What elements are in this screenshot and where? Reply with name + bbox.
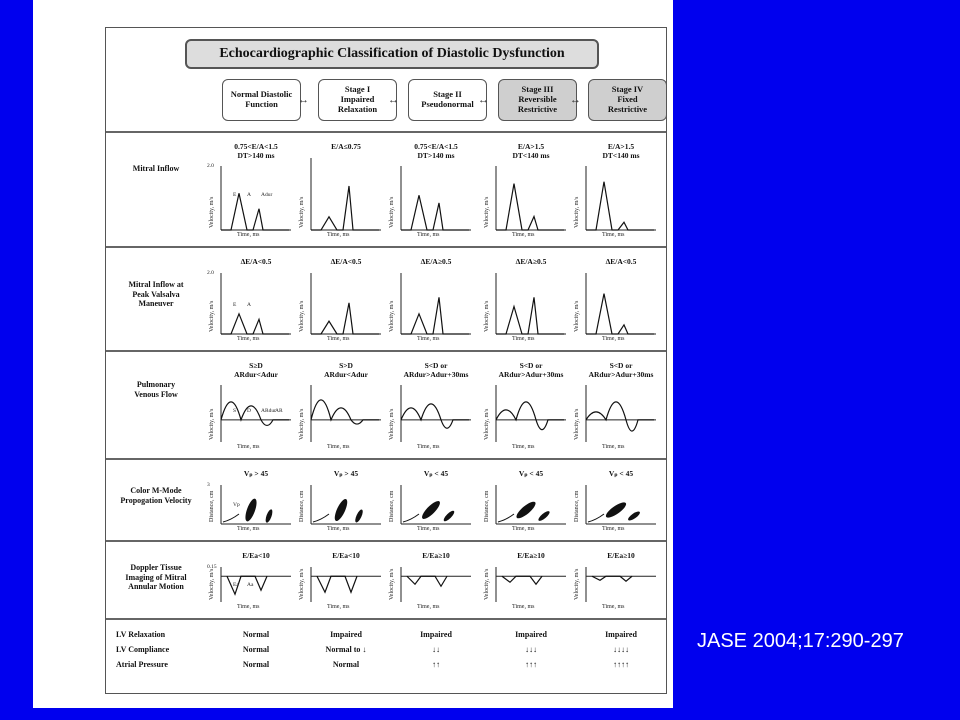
y-tick-label: 0.15	[207, 564, 217, 570]
y-axis-label: Velocity, m/s	[209, 408, 215, 440]
summary-row-label: Atrial Pressure	[116, 660, 168, 669]
divider	[106, 540, 666, 542]
summary-cell: ↑↑↑	[525, 660, 537, 669]
text-line: Peak Valsalva	[132, 289, 180, 299]
summary-cell: ↑↑	[432, 660, 440, 669]
divider	[106, 618, 666, 620]
y-axis-label: Velocity, m/s	[484, 408, 490, 440]
waveform-plot	[307, 156, 383, 238]
panel-title	[576, 142, 666, 160]
text-line: DT<140 ms	[512, 151, 550, 160]
row-label	[106, 563, 206, 592]
panel-title	[211, 142, 301, 160]
summary-cell: ↑↑↑↑	[613, 660, 629, 669]
waveform-plot	[307, 383, 383, 450]
y-axis-label: Distance, cm	[484, 490, 490, 522]
y-tick-label: 2.0	[207, 163, 214, 169]
text-line: ΔE/A<0.5	[240, 257, 272, 266]
text-line: Propogation Velocity	[120, 495, 192, 505]
panel-title	[301, 142, 391, 151]
panel-title	[486, 142, 576, 160]
x-axis-label: Time, ms	[237, 336, 260, 342]
waveform-plot	[307, 271, 383, 342]
panel-title	[576, 257, 666, 266]
text-line: Reversible	[518, 94, 557, 105]
row-label	[106, 280, 206, 309]
text-line: 0.75<E/A<1.5	[234, 142, 278, 151]
text-line: E/Ea<10	[242, 551, 270, 560]
summary-cell: Impaired	[330, 630, 362, 639]
y-axis-label: Velocity, m/s	[484, 196, 490, 228]
waveform-plot	[492, 164, 568, 238]
panel-title	[211, 257, 301, 266]
bidirectional-arrow: ↔	[478, 94, 489, 106]
panel-title	[301, 257, 391, 266]
wave-annotation: Ea	[233, 582, 239, 588]
x-axis-label: Time, ms	[417, 604, 440, 610]
waveform-plot	[582, 164, 658, 238]
panel-title	[391, 469, 481, 478]
panel-title	[486, 551, 576, 560]
waveform-plot	[307, 483, 383, 532]
x-axis-label: Time, ms	[237, 604, 260, 610]
bidirectional-arrow: ↔	[388, 94, 399, 106]
y-axis-label: Velocity, m/s	[484, 300, 490, 332]
text-line: Vₚ > 45	[333, 469, 359, 478]
text-line: E/Ea≥10	[517, 551, 545, 560]
summary-row-label: LV Compliance	[116, 645, 170, 654]
text-line: E/A≤0.75	[331, 142, 361, 151]
text-line: ARdur<Adur	[234, 370, 278, 379]
panel-title	[486, 257, 576, 266]
x-axis-label: Time, ms	[327, 526, 350, 532]
x-axis-label: Time, ms	[237, 444, 260, 450]
y-axis-label: Velocity, m/s	[574, 568, 580, 600]
text-line: Mitral Inflow at	[128, 280, 184, 289]
bidirectional-arrow: ↔	[570, 94, 581, 106]
divider	[106, 131, 666, 133]
text-line: Venous Flow	[134, 389, 178, 399]
y-axis-label: Velocity, m/s	[484, 568, 490, 600]
panel-title	[391, 361, 481, 379]
panel-title	[391, 257, 481, 266]
row-label	[106, 486, 206, 505]
y-axis-label: Velocity, m/s	[574, 408, 580, 440]
text-line: Maneuver	[138, 299, 174, 309]
divider	[106, 458, 666, 460]
panel-title	[486, 469, 576, 478]
text-line: Normal Diastolic	[230, 89, 293, 100]
stage-box	[222, 79, 301, 121]
text-line: Imaging of Mitral	[125, 572, 187, 582]
text-line: ΔE/A<0.5	[605, 257, 637, 266]
y-axis-label: Velocity, m/s	[389, 196, 395, 228]
x-axis-label: Time, ms	[602, 604, 625, 610]
panel-title	[391, 142, 481, 160]
text-line: Vₚ < 45	[423, 469, 449, 478]
panel-title	[211, 469, 301, 478]
x-axis-label: Time, ms	[602, 336, 625, 342]
y-axis-label: Velocity, m/s	[209, 300, 215, 332]
text-line: S<D or	[609, 361, 633, 370]
y-axis-label: Velocity, m/s	[299, 408, 305, 440]
panel-title	[211, 361, 301, 379]
text-line: ARdur<Adur	[324, 370, 368, 379]
panel-title	[486, 361, 576, 379]
wave-annotation: AR	[275, 407, 283, 414]
text-line: S<D or	[519, 361, 543, 370]
text-line: Vₚ > 45	[243, 469, 269, 478]
waveform-plot	[582, 383, 658, 450]
y-axis-label: Distance, cm	[389, 490, 395, 522]
text-line: Relaxation	[337, 103, 378, 114]
x-axis-label: Time, ms	[417, 444, 440, 450]
text-line: Fixed	[617, 94, 638, 105]
text-line: ΔE/A≥0.5	[420, 257, 452, 266]
text-line: E/Ea≥10	[422, 551, 450, 560]
y-tick-label: 2.0	[207, 270, 214, 276]
waveform-plot	[397, 483, 473, 532]
wave-annotation: ARdur	[261, 407, 276, 414]
text-line: Color M-Mode	[130, 486, 182, 495]
x-axis-label: Time, ms	[327, 604, 350, 610]
panel-title	[576, 551, 666, 560]
text-line: Stage IV	[611, 84, 644, 95]
text-line: S>D	[339, 361, 353, 370]
summary-cell: ↓↓↓↓	[613, 645, 629, 654]
x-axis-label: Time, ms	[327, 232, 350, 238]
summary-cell: Impaired	[420, 630, 452, 639]
y-tick-label: 3	[207, 482, 210, 488]
x-axis-label: Time, ms	[602, 526, 625, 532]
x-axis-label: Time, ms	[602, 444, 625, 450]
wave-annotation: E	[233, 192, 237, 199]
waveform-plot	[492, 383, 568, 450]
text-line: DT>140 ms	[417, 151, 455, 160]
panel-title	[211, 551, 301, 560]
y-axis-label: Velocity, m/s	[574, 300, 580, 332]
text-line: Vₚ < 45	[518, 469, 544, 478]
y-axis-label: Distance, cm	[574, 490, 580, 522]
text-line: Stage I	[344, 84, 371, 95]
waveform-plot	[397, 383, 473, 450]
text-line: DT>140 ms	[237, 151, 275, 160]
row-label	[106, 164, 206, 174]
text-line: Annular Motion	[128, 582, 184, 592]
stage-box	[588, 79, 667, 121]
text-line: Restrictive	[607, 103, 648, 114]
wave-annotation: A	[247, 192, 251, 199]
summary-cell: ↓↓	[432, 645, 440, 654]
wave-annotation: E	[233, 301, 237, 308]
waveform-plot	[492, 271, 568, 342]
row-label	[106, 380, 206, 399]
y-axis-label: Velocity, m/s	[389, 300, 395, 332]
waveform-plot	[582, 483, 658, 532]
divider	[106, 246, 666, 248]
summary-cell: Normal	[242, 645, 270, 654]
wave-annotation: D	[247, 407, 251, 414]
panel-title	[576, 469, 666, 478]
text-line: Impaired	[340, 94, 375, 105]
slide-panel	[33, 0, 673, 708]
x-axis-label: Time, ms	[602, 232, 625, 238]
text-line: Doppler Tissue	[130, 563, 182, 572]
summary-cell: Impaired	[605, 630, 637, 639]
waveform-plot	[397, 271, 473, 342]
y-axis-label: Velocity, m/s	[299, 568, 305, 600]
y-axis-label: Velocity, m/s	[209, 568, 215, 600]
wave-annotation: Adur	[261, 192, 273, 199]
summary-cell: Normal	[332, 660, 360, 669]
panel-title	[301, 361, 391, 379]
text-line: E/A>1.5	[517, 142, 545, 151]
x-axis-label: Time, ms	[512, 336, 535, 342]
stage-box	[318, 79, 397, 121]
wave-annotation: Aa	[247, 582, 254, 588]
divider	[106, 350, 666, 352]
text-line: E/Ea≥10	[607, 551, 635, 560]
wave-annotation: Vp	[233, 502, 240, 509]
panel-title	[576, 361, 666, 379]
text-line: E/Ea<10	[332, 551, 360, 560]
y-axis-label: Velocity, m/s	[389, 408, 395, 440]
text-line: Pulmonary	[136, 380, 176, 389]
y-axis-label: Distance, cm	[299, 490, 305, 522]
panel-title	[301, 551, 391, 560]
waveform-plot	[217, 164, 293, 238]
bidirectional-arrow: ↔	[298, 94, 309, 106]
waveform-plot	[217, 383, 293, 450]
summary-row-label: LV Relaxation	[116, 630, 166, 639]
wave-annotation: A	[247, 301, 251, 308]
text-line: Function	[245, 99, 278, 109]
diastolic-dysfunction-figure	[105, 27, 667, 694]
figure-title: Echocardiographic Classification of Diastolic Dysfunction	[185, 39, 599, 69]
x-axis-label: Time, ms	[512, 232, 535, 238]
summary-cell: Normal	[242, 630, 270, 639]
x-axis-label: Time, ms	[237, 526, 260, 532]
summary-cell: Normal	[242, 660, 270, 669]
waveform-plot	[397, 164, 473, 238]
text-line: E/A>1.5	[607, 142, 635, 151]
text-line: ΔE/A<0.5	[330, 257, 362, 266]
y-axis-label: Distance, cm	[209, 490, 215, 522]
x-axis-label: Time, ms	[417, 336, 440, 342]
text-line: Stage III	[521, 84, 554, 95]
text-line: Mitral Inflow	[132, 164, 180, 173]
y-axis-label: Velocity, m/s	[209, 196, 215, 228]
waveform-plot	[582, 271, 658, 342]
stage-box	[408, 79, 487, 121]
y-axis-label: Velocity, m/s	[299, 196, 305, 228]
text-line: Vₚ < 45	[608, 469, 634, 478]
summary-cell: ↓↓↓	[525, 645, 537, 654]
x-axis-label: Time, ms	[327, 336, 350, 342]
x-axis-label: Time, ms	[512, 444, 535, 450]
wave-annotation: S	[233, 407, 237, 414]
x-axis-label: Time, ms	[237, 232, 260, 238]
text-line: Pseudonormal	[421, 99, 474, 109]
waveform-plot	[217, 483, 293, 532]
text-line: ARdur>Adur+30ms	[498, 370, 564, 379]
stage-box	[498, 79, 577, 121]
x-axis-label: Time, ms	[417, 232, 440, 238]
text-line: S<D or	[424, 361, 448, 370]
y-axis-label: Velocity, m/s	[574, 196, 580, 228]
x-axis-label: Time, ms	[512, 604, 535, 610]
waveform-plot	[492, 483, 568, 532]
text-line: Stage II	[433, 89, 462, 100]
x-axis-label: Time, ms	[417, 526, 440, 532]
text-line: ARdur>Adur+30ms	[588, 370, 654, 379]
text-line: S≥D	[249, 361, 263, 370]
y-axis-label: Velocity, m/s	[299, 300, 305, 332]
text-line: ARdur>Adur+30ms	[403, 370, 469, 379]
text-line: Restrictive	[517, 103, 558, 114]
y-axis-label: Velocity, m/s	[389, 568, 395, 600]
waveform-plot	[217, 271, 293, 342]
text-line: 0.75<E/A<1.5	[414, 142, 458, 151]
panel-title	[301, 469, 391, 478]
x-axis-label: Time, ms	[327, 444, 350, 450]
text-line: ΔE/A≥0.5	[515, 257, 547, 266]
summary-cell: Impaired	[515, 630, 547, 639]
x-axis-label: Time, ms	[512, 526, 535, 532]
citation: JASE 2004;17:290-297	[697, 630, 904, 652]
text-line: DT<140 ms	[602, 151, 640, 160]
summary-cell: Normal to ↓	[325, 645, 367, 654]
panel-title	[391, 551, 481, 560]
